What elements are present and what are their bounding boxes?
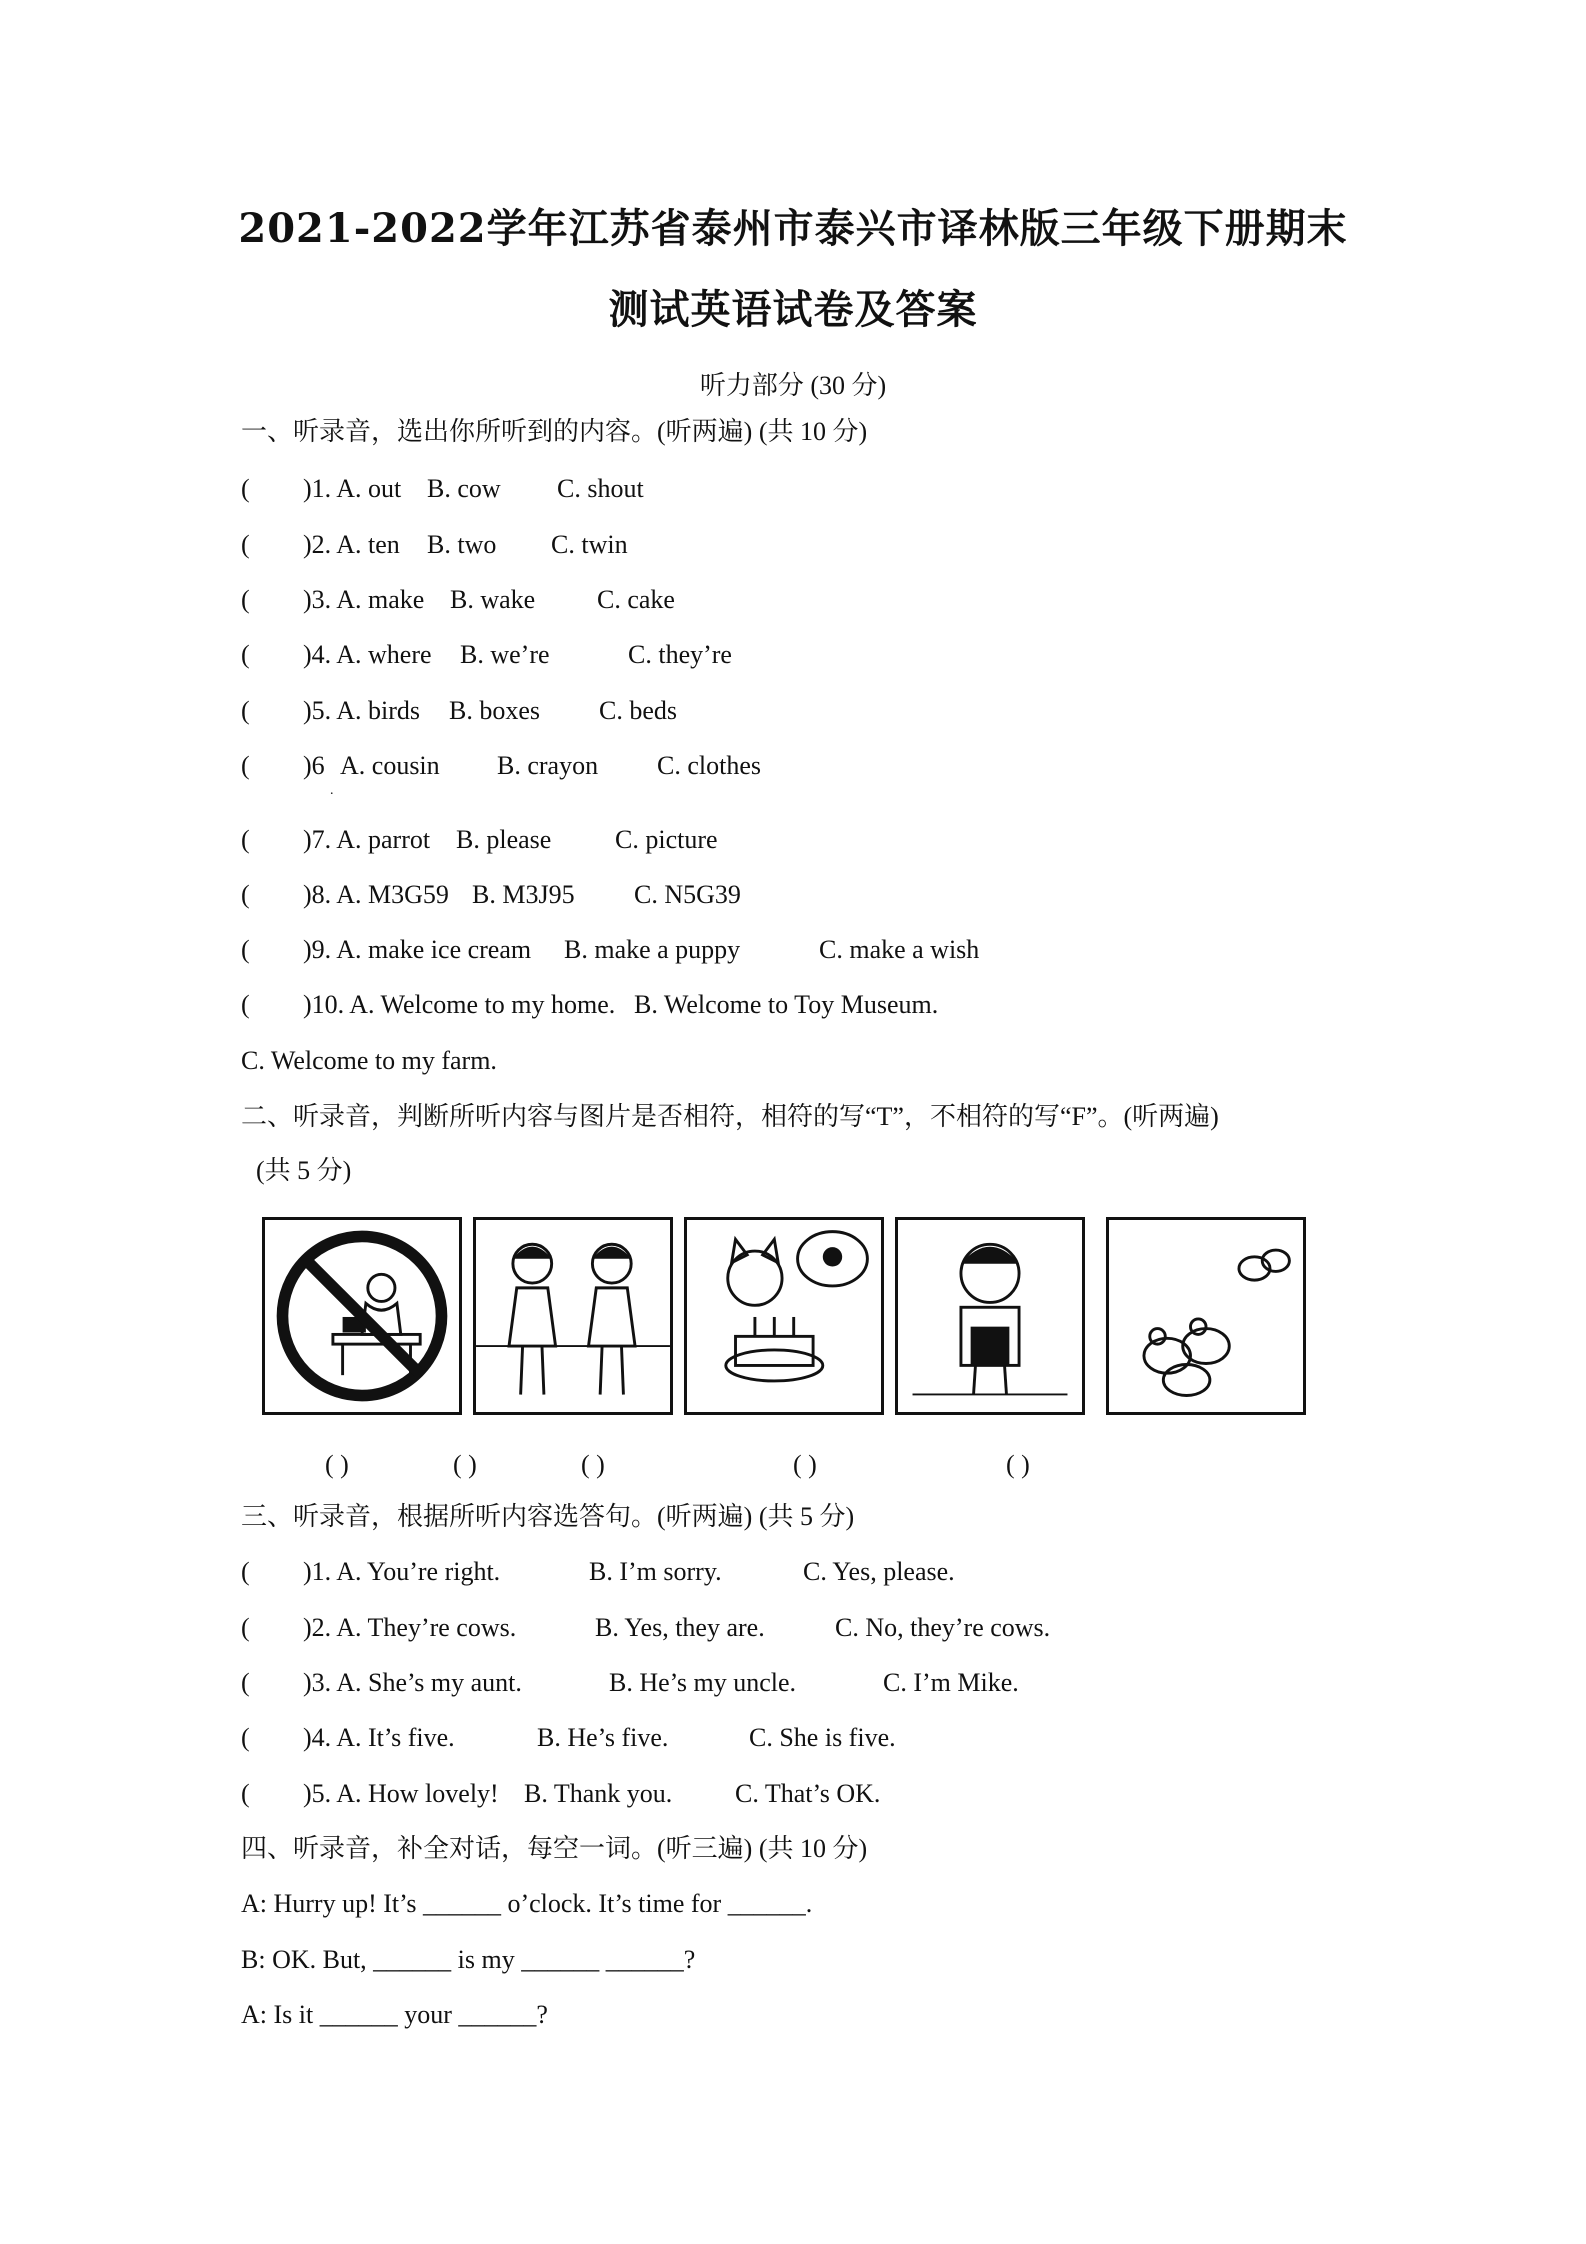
two-girls-icon [476, 1220, 670, 1412]
section2-heading: 二、听录音，判断所听内容与图片是否相符，相符的写“T”，不相符的写“F”。(听两遍) [241, 1102, 1219, 1131]
s1-question-10-option-c: C. Welcome to my farm. [241, 1046, 497, 1075]
s1-question-3: ( )3. A. make B. wake C. cake [241, 585, 675, 614]
picture-2-answer[interactable]: ( ) [453, 1450, 477, 1479]
s3-question-1: ( )1. A. You’re right. B. I’m sorry. C. Yes, please. [241, 1557, 955, 1586]
picture-2 [473, 1217, 673, 1415]
s1-question-8: ( )8. A. M3G59 B. M3J95 C. N5G39 [241, 880, 741, 909]
picture-5-answer[interactable]: ( ) [1006, 1450, 1030, 1479]
picture-4 [895, 1217, 1085, 1415]
picture-3-answer[interactable]: ( ) [581, 1450, 605, 1479]
listening-header: 听力部分 (30 分) [699, 371, 887, 400]
s1-question-6: ( )6 A. cousin B. crayon C. clothes [241, 751, 761, 780]
answer-paren[interactable]: ( [241, 990, 250, 1019]
s1-question-4: ( )4. A. where B. we’re C. they’re [241, 640, 732, 669]
answer-paren[interactable]: ( [241, 474, 250, 503]
answer-paren[interactable]: ( [241, 585, 250, 614]
answer-paren[interactable]: ( [241, 935, 250, 964]
s1-question-2: ( )2. A. ten B. two C. twin [241, 530, 628, 559]
answer-paren[interactable]: ( [241, 530, 250, 559]
title-line-1: 2021-2022学年江苏省泰州市泰兴市译林版三年级下册期末 [238, 205, 1348, 252]
s1-question-5: ( )5. A. birds B. boxes C. beds [241, 696, 677, 725]
s3-question-4: ( )4. A. It’s five. B. He’s five. C. She is five. [241, 1723, 896, 1752]
answer-paren[interactable]: ( [241, 1723, 250, 1752]
dialogue-line-1: A: Hurry up! It’s ______ o’clock. It’s time for ______. [241, 1889, 813, 1918]
s3-question-5: ( )5. A. How lovely! B. Thank you. C. That’s OK. [241, 1779, 881, 1808]
s1-question-10: ( )10. A. Welcome to my home. B. Welcome to Toy Museum. [241, 990, 939, 1019]
answer-paren[interactable]: ( [241, 1668, 250, 1697]
chickens-and-ducks-icon [1109, 1220, 1303, 1412]
picture-1-answer[interactable]: ( ) [325, 1450, 349, 1479]
dialogue-line-2: B: OK. But, ______ is my ______ ______? [241, 1945, 696, 1974]
answer-paren[interactable]: ( [241, 880, 250, 909]
dialogue-line-3: A: Is it ______ your ______? [241, 2000, 548, 2029]
section4-heading: 四、听录音，补全对话，每空一词。(听三遍) (共 10 分) [241, 1834, 868, 1863]
s3-question-2: ( )2. A. They’re cows. B. Yes, they are. C. No, they’re cows. [241, 1613, 1051, 1642]
picture-4-answer[interactable]: ( ) [793, 1450, 817, 1479]
s1-question-1: ( )1. A. out B. cow C. shout [241, 474, 644, 503]
picture-5 [1106, 1217, 1306, 1415]
s1-question-7: ( )7. A. parrot B. please C. picture [241, 825, 718, 854]
answer-paren[interactable]: ( [241, 825, 250, 854]
picture-3 [684, 1217, 884, 1415]
section2-heading-cont: (共 5 分) [256, 1156, 352, 1185]
answer-paren[interactable]: ( [241, 751, 250, 780]
stray-mark: . [330, 783, 334, 798]
answer-paren[interactable]: ( [241, 1779, 250, 1808]
no-phone-sign-icon [265, 1220, 459, 1412]
picture-row [262, 1217, 1322, 1417]
s3-question-3: ( )3. A. She’s my aunt. B. He’s my uncle. C. I’m Mike. [241, 1668, 1019, 1697]
boy-farmer-icon [898, 1220, 1082, 1412]
cat-birthday-cake-icon [687, 1220, 881, 1412]
title-line-2: 测试英语试卷及答案 [608, 286, 978, 333]
section1-heading: 一、听录音，选出你所听到的内容。(听两遍) (共 10 分) [241, 417, 868, 446]
s1-question-9: ( )9. A. make ice cream B. make a puppy C. make a wish [241, 935, 980, 964]
picture-1 [262, 1217, 462, 1415]
answer-paren[interactable]: ( [241, 640, 250, 669]
answer-paren[interactable]: ( [241, 1613, 250, 1642]
answer-paren[interactable]: ( [241, 696, 250, 725]
section3-heading: 三、听录音，根据所听内容选答句。(听两遍) (共 5 分) [241, 1502, 855, 1531]
answer-paren[interactable]: ( [241, 1557, 250, 1586]
